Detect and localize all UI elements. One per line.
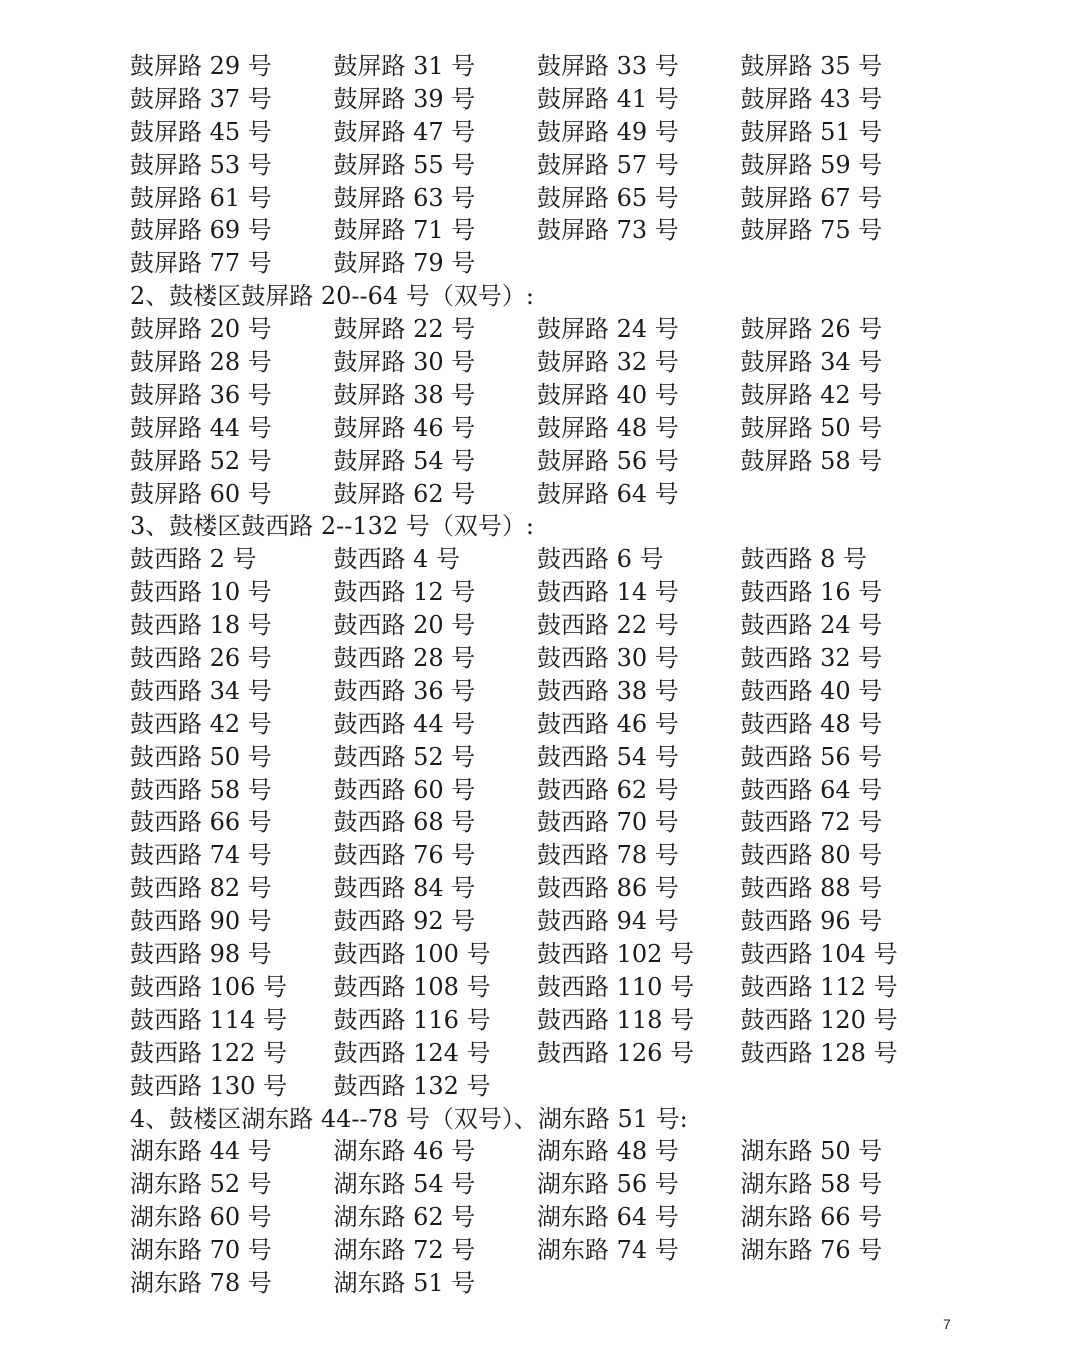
- address-cell: 鼓屏路 75 号: [740, 216, 883, 245]
- address-cell: 鼓屏路 42 号: [740, 380, 883, 409]
- address-cell: 鼓西路 106 号: [130, 972, 288, 1001]
- address-cell: 鼓西路 128 号: [740, 1038, 898, 1067]
- address-cell: 湖东路 60 号: [130, 1203, 272, 1232]
- address-cell: 鼓西路 102 号: [537, 940, 695, 969]
- address-cell: 鼓屏路 55 号: [333, 150, 476, 179]
- address-cell: 鼓西路 122 号: [130, 1038, 288, 1067]
- address-cell: 鼓西路 76 号: [333, 841, 476, 870]
- address-cell: 鼓屏路 30 号: [333, 348, 476, 377]
- address-cell: 鼓屏路 37 号: [130, 84, 272, 113]
- address-cell: 鼓西路 88 号: [740, 874, 883, 903]
- address-cell: 鼓屏路 51 号: [740, 117, 883, 146]
- address-row: [130, 83, 950, 116]
- address-cell: 鼓西路 18 号: [130, 611, 272, 640]
- address-cell: 鼓西路 68 号: [333, 808, 476, 837]
- address-cell: 鼓西路 120 号: [740, 1005, 898, 1034]
- address-cell: 鼓西路 116 号: [333, 1005, 491, 1034]
- address-cell: 鼓屏路 62 号: [333, 479, 476, 508]
- address-cell: 湖东路 74 号: [537, 1236, 679, 1265]
- address-cell: [741, 1070, 945, 1103]
- address-row: [130, 1135, 950, 1168]
- address-row: [130, 379, 950, 412]
- address-row: [130, 872, 950, 905]
- address-cell: 鼓屏路 33 号: [537, 52, 679, 80]
- address-cell: 鼓西路 8 号: [740, 545, 868, 574]
- section-heading: 3、鼓楼区鼓西路 2--132 号（双号）:: [130, 512, 534, 541]
- section-guxilu-even: [130, 510, 950, 1102]
- address-cell: 鼓西路 84 号: [333, 874, 476, 903]
- address-cell: 鼓西路 104 号: [740, 940, 898, 969]
- address-row: [130, 1267, 950, 1300]
- address-cell: 鼓屏路 44 号: [130, 413, 272, 442]
- address-cell: 湖东路 50 号: [740, 1137, 883, 1166]
- address-cell: 鼓西路 94 号: [537, 907, 679, 936]
- address-cell: 湖东路 70 号: [130, 1236, 272, 1265]
- address-cell: 鼓西路 56 号: [740, 742, 883, 771]
- address-cell: 鼓西路 86 号: [537, 874, 679, 903]
- section-heading: 2、鼓楼区鼓屏路 20--64 号（双号）:: [130, 282, 534, 311]
- address-cell: 鼓西路 24 号: [740, 611, 883, 640]
- address-cell: 鼓西路 66 号: [130, 808, 272, 837]
- address-cell: 鼓屏路 67 号: [740, 183, 883, 212]
- address-row: [130, 247, 950, 280]
- address-cell: 湖东路 78 号: [130, 1268, 272, 1297]
- address-cell: 鼓西路 46 号: [537, 709, 679, 738]
- address-row: [130, 412, 950, 445]
- address-cell: 湖东路 58 号: [740, 1170, 883, 1199]
- address-cell: 湖东路 62 号: [333, 1203, 476, 1232]
- address-cell: 湖东路 72 号: [333, 1236, 476, 1265]
- address-cell: 鼓屏路 26 号: [740, 315, 883, 344]
- address-row: [130, 214, 950, 247]
- address-cell: 鼓屏路 58 号: [740, 446, 883, 475]
- section-gupinglu-even: [130, 280, 950, 510]
- address-cell: 鼓屏路 79 号: [333, 249, 476, 278]
- address-cell: 湖东路 44 号: [130, 1137, 272, 1166]
- address-cell: 鼓西路 72 号: [740, 808, 883, 837]
- address-cell: 鼓西路 36 号: [333, 676, 476, 705]
- address-cell: 鼓西路 10 号: [130, 578, 272, 607]
- address-cell: 鼓西路 34 号: [130, 676, 272, 705]
- address-cell: 鼓西路 12 号: [333, 578, 476, 607]
- address-cell: 鼓西路 80 号: [740, 841, 883, 870]
- address-cell: 鼓西路 110 号: [537, 972, 695, 1001]
- document-page: [130, 50, 950, 1300]
- address-cell: 鼓屏路 54 号: [333, 446, 476, 475]
- address-cell: 鼓西路 20 号: [333, 611, 476, 640]
- address-cell: 鼓西路 38 号: [537, 676, 679, 705]
- address-cell: [537, 1070, 741, 1103]
- address-cell: 鼓屏路 56 号: [537, 446, 679, 475]
- address-cell: 鼓屏路 64 号: [537, 479, 679, 508]
- address-cell: 鼓西路 126 号: [537, 1038, 695, 1067]
- address-cell: 湖东路 76 号: [740, 1236, 883, 1265]
- address-cell: 鼓西路 54 号: [537, 742, 679, 771]
- address-cell: 鼓西路 108 号: [333, 972, 491, 1001]
- address-cell: 鼓西路 78 号: [537, 841, 679, 870]
- address-cell: 湖东路 64 号: [537, 1203, 679, 1232]
- address-cell: 鼓西路 98 号: [130, 940, 272, 969]
- address-cell: 鼓西路 40 号: [740, 676, 883, 705]
- address-cell: 鼓屏路 28 号: [130, 348, 272, 377]
- address-cell: 鼓西路 52 号: [333, 742, 476, 771]
- address-cell: [741, 1267, 945, 1300]
- address-cell: 鼓西路 42 号: [130, 709, 272, 738]
- address-cell: 鼓西路 64 号: [740, 775, 883, 804]
- address-cell: 湖东路 48 号: [537, 1137, 679, 1166]
- address-cell: 鼓西路 14 号: [537, 578, 679, 607]
- address-cell: 鼓西路 92 号: [333, 907, 476, 936]
- address-cell: [537, 247, 741, 280]
- address-row: [130, 839, 950, 872]
- address-cell: 鼓西路 28 号: [333, 644, 476, 673]
- address-cell: 鼓西路 50 号: [130, 742, 272, 771]
- address-cell: 鼓屏路 41 号: [537, 84, 679, 113]
- address-row: [130, 149, 950, 182]
- address-cell: [537, 1267, 741, 1300]
- section-heading: 4、鼓楼区湖东路 44--78 号（双号）、湖东路 51 号:: [130, 1104, 688, 1133]
- address-cell: 鼓屏路 31 号: [333, 52, 476, 80]
- address-cell: 鼓屏路 38 号: [333, 380, 476, 409]
- address-cell: 鼓屏路 69 号: [130, 216, 272, 245]
- address-cell: 鼓屏路 53 号: [130, 150, 272, 179]
- address-cell: 鼓西路 16 号: [740, 578, 883, 607]
- address-row: [130, 1234, 950, 1267]
- address-row: [130, 182, 950, 215]
- address-cell: 鼓西路 30 号: [537, 644, 679, 673]
- address-cell: 鼓屏路 24 号: [537, 315, 679, 344]
- address-cell: 鼓屏路 46 号: [333, 413, 476, 442]
- address-row: [130, 774, 950, 807]
- address-row: [130, 642, 950, 675]
- address-row: [130, 741, 950, 774]
- address-cell: 鼓西路 60 号: [333, 775, 476, 804]
- address-cell: 鼓西路 82 号: [130, 874, 272, 903]
- address-cell: 鼓屏路 73 号: [537, 216, 679, 245]
- address-row: [130, 346, 950, 379]
- address-cell: 湖东路 66 号: [740, 1203, 883, 1232]
- address-cell: 鼓西路 90 号: [130, 907, 272, 936]
- address-cell: 鼓西路 6 号: [537, 545, 664, 574]
- address-row: [130, 1037, 950, 1070]
- address-row: [130, 938, 950, 971]
- address-row: [130, 806, 950, 839]
- address-cell: 鼓西路 4 号: [333, 545, 461, 574]
- address-cell: 鼓屏路 71 号: [333, 216, 476, 245]
- address-row: [130, 1070, 950, 1103]
- address-cell: 湖东路 51 号: [333, 1268, 476, 1297]
- address-row: [130, 675, 950, 708]
- address-row: [130, 905, 950, 938]
- page-number: 7: [943, 1316, 951, 1332]
- address-cell: 鼓屏路 52 号: [130, 446, 272, 475]
- address-cell: 鼓屏路 39 号: [333, 84, 476, 113]
- address-cell: 鼓西路 114 号: [130, 1005, 288, 1034]
- address-cell: 鼓屏路 77 号: [130, 249, 272, 278]
- address-row: [130, 1201, 950, 1234]
- address-row: [130, 313, 950, 346]
- address-cell: 湖东路 46 号: [333, 1137, 476, 1166]
- address-cell: 鼓屏路 49 号: [537, 117, 679, 146]
- address-row: [130, 1168, 950, 1201]
- section-gupinglu-odd: [130, 50, 950, 280]
- address-row: [130, 971, 950, 1004]
- address-cell: 鼓屏路 57 号: [537, 150, 679, 179]
- address-cell: 鼓西路 112 号: [740, 972, 898, 1001]
- address-cell: 鼓西路 32 号: [740, 644, 883, 673]
- address-cell: 鼓屏路 35 号: [740, 52, 883, 80]
- section-hudonglu: [130, 1103, 950, 1300]
- address-cell: 鼓屏路 63 号: [333, 183, 476, 212]
- address-cell: 鼓屏路 34 号: [740, 348, 883, 377]
- address-cell: 鼓西路 70 号: [537, 808, 679, 837]
- address-cell: 鼓西路 26 号: [130, 644, 272, 673]
- address-cell: 鼓西路 118 号: [537, 1005, 695, 1034]
- address-cell: 鼓屏路 61 号: [130, 183, 272, 212]
- address-row: [130, 445, 950, 478]
- address-cell: 鼓屏路 22 号: [333, 315, 476, 344]
- address-cell: 鼓西路 74 号: [130, 841, 272, 870]
- address-cell: 鼓西路 58 号: [130, 775, 272, 804]
- address-cell: 湖东路 52 号: [130, 1170, 272, 1199]
- address-cell: [741, 478, 945, 511]
- address-cell: 鼓西路 22 号: [537, 611, 679, 640]
- address-cell: 鼓屏路 43 号: [740, 84, 883, 113]
- address-cell: 鼓屏路 59 号: [740, 150, 883, 179]
- address-cell: 鼓西路 48 号: [740, 709, 883, 738]
- address-cell: 鼓屏路 65 号: [537, 183, 679, 212]
- address-cell: 鼓屏路 48 号: [537, 413, 679, 442]
- address-cell: 鼓西路 132 号: [333, 1071, 491, 1100]
- address-cell: 鼓西路 130 号: [130, 1071, 288, 1100]
- address-cell: 湖东路 54 号: [333, 1170, 476, 1199]
- address-row: [130, 116, 950, 149]
- address-row: [130, 576, 950, 609]
- address-row: [130, 543, 950, 576]
- address-cell: 鼓西路 124 号: [333, 1038, 491, 1067]
- address-cell: 鼓屏路 32 号: [537, 348, 679, 377]
- address-cell: 鼓屏路 20 号: [130, 315, 272, 344]
- address-row: [130, 708, 950, 741]
- address-cell: 鼓屏路 36 号: [130, 380, 272, 409]
- address-cell: 鼓西路 62 号: [537, 775, 679, 804]
- address-cell: 湖东路 56 号: [537, 1170, 679, 1199]
- address-cell: 鼓屏路 50 号: [740, 413, 883, 442]
- address-row: [130, 1004, 950, 1037]
- address-row: [130, 50, 950, 83]
- address-cell: 鼓西路 2 号: [130, 545, 257, 574]
- address-row: [130, 609, 950, 642]
- address-cell: 鼓屏路 60 号: [130, 479, 272, 508]
- address-cell: 鼓屏路 47 号: [333, 117, 476, 146]
- address-cell: 鼓屏路 45 号: [130, 117, 272, 146]
- address-cell: 鼓西路 96 号: [740, 907, 883, 936]
- address-cell: 鼓西路 44 号: [333, 709, 476, 738]
- address-cell: 鼓屏路 29 号: [130, 52, 272, 80]
- address-cell: [741, 247, 945, 280]
- address-cell: 鼓西路 100 号: [333, 940, 491, 969]
- address-cell: 鼓屏路 40 号: [537, 380, 679, 409]
- address-row: [130, 478, 950, 511]
